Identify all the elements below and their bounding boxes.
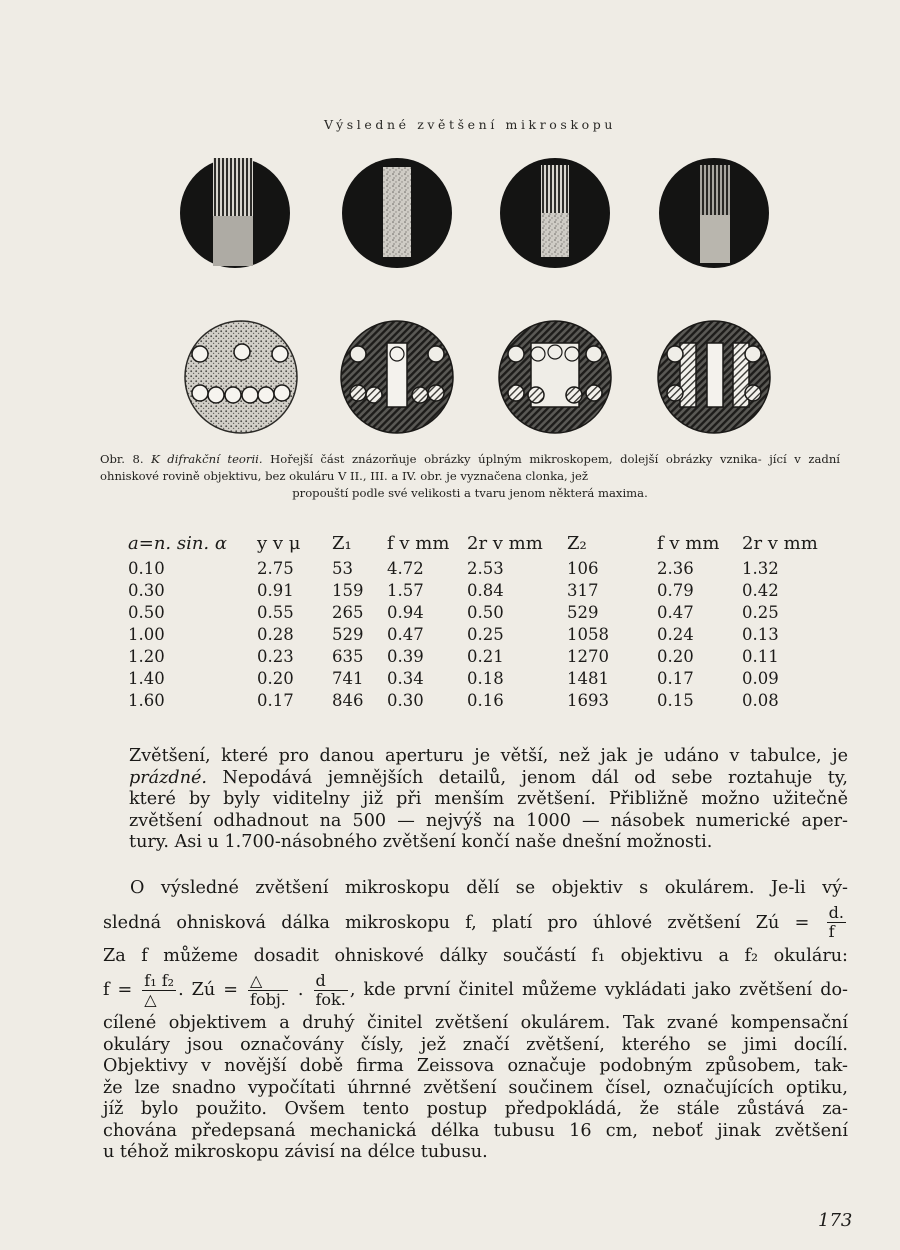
table-row (96, 624, 856, 646)
table-cell: 0.10 (128, 559, 165, 578)
table-cell: 317 (567, 581, 599, 600)
text-line: Zvětšení, které pro danou aperturu je větší, než jak je udáno v tabulce, je (129, 746, 848, 766)
fraction-d-fok: $\frac{d}{\text{fok.}}$ (315, 970, 346, 1009)
text-line: Za f můžeme dosadit ohniskové dálky součástí f₁ objektivu a f₂ okuláru: (103, 945, 848, 966)
text-line: okuláry jsou označovány čísly, jež značí zvětšení, kterého se jimi docílí. (103, 1034, 848, 1055)
table-cell: 1481 (567, 669, 609, 688)
table-cell: 2.53 (467, 559, 504, 578)
table-cell: 1270 (567, 647, 609, 666)
table-cell: 0.30 (387, 691, 424, 710)
table-cell: 53 (332, 559, 353, 578)
table-header: 2r v mm (467, 533, 543, 554)
caption-line-1: Hořejší část znázorňuje obrázky úplným mikroskopem, dolejší obrázky vznika- (262, 452, 762, 466)
fraction-delta-fobj: $\frac{\triangle}{\text{fobj.}}$ (250, 970, 286, 1009)
table-cell: 106 (567, 559, 599, 578)
text-line: Objektivy v novější době firma Zeissova označuje podobným způsobem, tak- (103, 1056, 848, 1076)
table-cell: 0.39 (387, 647, 424, 666)
table-cell: 0.79 (657, 581, 694, 600)
upper-disk-1 (180, 158, 290, 268)
table-cell: 0.84 (467, 581, 504, 600)
table-cell: 0.55 (257, 603, 294, 622)
table-cell: 0.23 (257, 647, 294, 666)
caption-line-3: propouští podle své velikosti a tvaru jenom některá maxima. (292, 486, 648, 500)
table-cell: 0.17 (657, 669, 694, 688)
table-cell: 0.18 (467, 669, 504, 688)
text-line-formula: sledná ohnisková dálka mikroskopu f, platí pro úhlové zvětšení Zú = $\frac{d.}{f}$ (103, 903, 844, 941)
table-cell: 0.47 (387, 625, 424, 644)
caption-line-2: jící v zadní ohniskové rovině objektivu, bez okuláru V II., III. a IV. obr. je vyznačena clonka, jež (100, 452, 840, 483)
table-row (96, 646, 856, 668)
table-cell: 0.20 (657, 647, 694, 666)
table-cell: 0.50 (467, 603, 504, 622)
table-cell: 1693 (567, 691, 609, 710)
table-cell: 0.25 (467, 625, 504, 644)
table-body (96, 558, 856, 712)
table-cell: 1.00 (128, 625, 165, 644)
table-cell: 0.20 (257, 669, 294, 688)
table-header: 2r v mm (742, 533, 818, 554)
table-cell: 0.09 (742, 669, 779, 688)
text-line: prázdné. Nepodává jemnějších detailů, jenom dál od sebe roztahuje ty, (129, 767, 848, 788)
table-cell: 0.16 (467, 691, 504, 710)
table-header: a=n. sin. α (128, 533, 228, 554)
table-cell: 741 (332, 669, 364, 688)
emphasis: prázdné. (129, 767, 208, 788)
table-cell: 0.91 (257, 581, 294, 600)
table-cell: 0.50 (128, 603, 165, 622)
table-cell: 0.25 (742, 603, 779, 622)
table-cell: 846 (332, 691, 364, 710)
table-cell: 529 (332, 625, 364, 644)
running-head: Výsledné zvětšení mikroskopu (323, 117, 616, 132)
table-cell: 0.21 (467, 647, 504, 666)
table-cell: 1.20 (128, 647, 165, 666)
text-line: že lze snadno vypočítati úhrnné zvětšení součinem čísel, označujících optiku, (103, 1077, 848, 1098)
text-line: O výsledné zvětšení mikroskopu dělí se objektiv s okulárem. Je-li vý- (130, 878, 848, 898)
table-header: f v mm (657, 533, 720, 554)
table-cell: 159 (332, 581, 364, 600)
table-cell: 4.72 (387, 559, 424, 578)
paragraph-1 (103, 746, 848, 854)
table-cell: 1.40 (128, 669, 165, 688)
table-cell: 0.34 (387, 669, 424, 688)
text-line: u téhož mikroskopu závisí na délce tubusu. (103, 1142, 488, 1162)
table-header: Z₁ (332, 533, 352, 554)
table-row (96, 668, 856, 690)
table-row (96, 580, 856, 602)
table-cell: 0.28 (257, 625, 294, 644)
upper-disk-4 (659, 158, 769, 268)
table-header: Z₂ (567, 533, 587, 554)
text-line-formula: f = $\frac{\text{f₁ f₂}}{\triangle}$ . Zú = $\frac{\triangle}{\text{fobj.}}$ . $\frac{d}{\text{fok.}}$ , kde první činitel můžeme vykládati jako zvětšení do- (103, 970, 849, 1009)
table-cell: 1.57 (387, 581, 424, 600)
table-cell: 265 (332, 603, 364, 622)
table-cell: 0.13 (742, 625, 779, 644)
fraction-f1f2: $\frac{\text{f₁ f₂}}{\triangle}$ (144, 970, 175, 1009)
text-line: které by byly viditelny již při menším zvětšení. Přibližně možno užitečně (129, 789, 848, 809)
table-header: f v mm (387, 533, 450, 554)
caption-title: K difrakční teorii. (151, 452, 263, 466)
fraction-d-over-f: $\frac{d.}{f}$ (828, 903, 844, 941)
figure-caption (100, 451, 840, 502)
table-cell: 2.36 (657, 559, 694, 578)
table-header: y v μ (257, 533, 301, 554)
upper-disk-2 (342, 158, 452, 268)
table-row (96, 558, 856, 580)
table-cell: 0.24 (657, 625, 694, 644)
table-cell: 0.30 (128, 581, 165, 600)
lower-disk-3 (499, 321, 611, 433)
table-cell: 1.60 (128, 691, 165, 710)
text-line: chována předepsaná mechanická délka tubusu 16 cm, neboť jinak zvětšení (103, 1120, 848, 1141)
text-line: zvětšení odhadnout na 500 — nejvýš na 1000 — násobek numerické aper- (129, 810, 848, 831)
diffraction-figure (170, 155, 790, 445)
table-row (96, 602, 856, 624)
lower-disk-2 (341, 321, 453, 433)
table-cell: 1058 (567, 625, 609, 644)
paragraph-2 (103, 878, 848, 1164)
table-cell: 0.17 (257, 691, 294, 710)
aperture-table (96, 533, 856, 712)
table-row (96, 690, 856, 712)
page-number: 173 (818, 1210, 853, 1231)
table-header-row (96, 533, 856, 558)
text-line: jíž bylo použito. Ovšem tento postup předpokládá, že stále zůstává za- (103, 1099, 848, 1119)
table-cell: 2.75 (257, 559, 294, 578)
text-line: tury. Asi u 1.700-násobného zvětšení končí naše dnešní možnosti. (129, 832, 713, 852)
table-cell: 0.15 (657, 691, 694, 710)
table-cell: 0.11 (742, 647, 779, 666)
table-cell: 529 (567, 603, 599, 622)
upper-disk-3 (500, 158, 610, 268)
table-cell: 0.94 (387, 603, 424, 622)
lower-disk-4 (658, 321, 770, 433)
table-cell: 0.47 (657, 603, 694, 622)
text-line: cílené objektivem a druhý činitel zvětšení okulárem. Tak zvané kompensační (103, 1013, 848, 1033)
lower-disk-1 (185, 321, 297, 433)
table-cell: 0.08 (742, 691, 779, 710)
caption-label: Obr. 8. (100, 452, 152, 466)
table-cell: 0.42 (742, 581, 779, 600)
table-cell: 635 (332, 647, 364, 666)
table-cell: 1.32 (742, 559, 779, 578)
